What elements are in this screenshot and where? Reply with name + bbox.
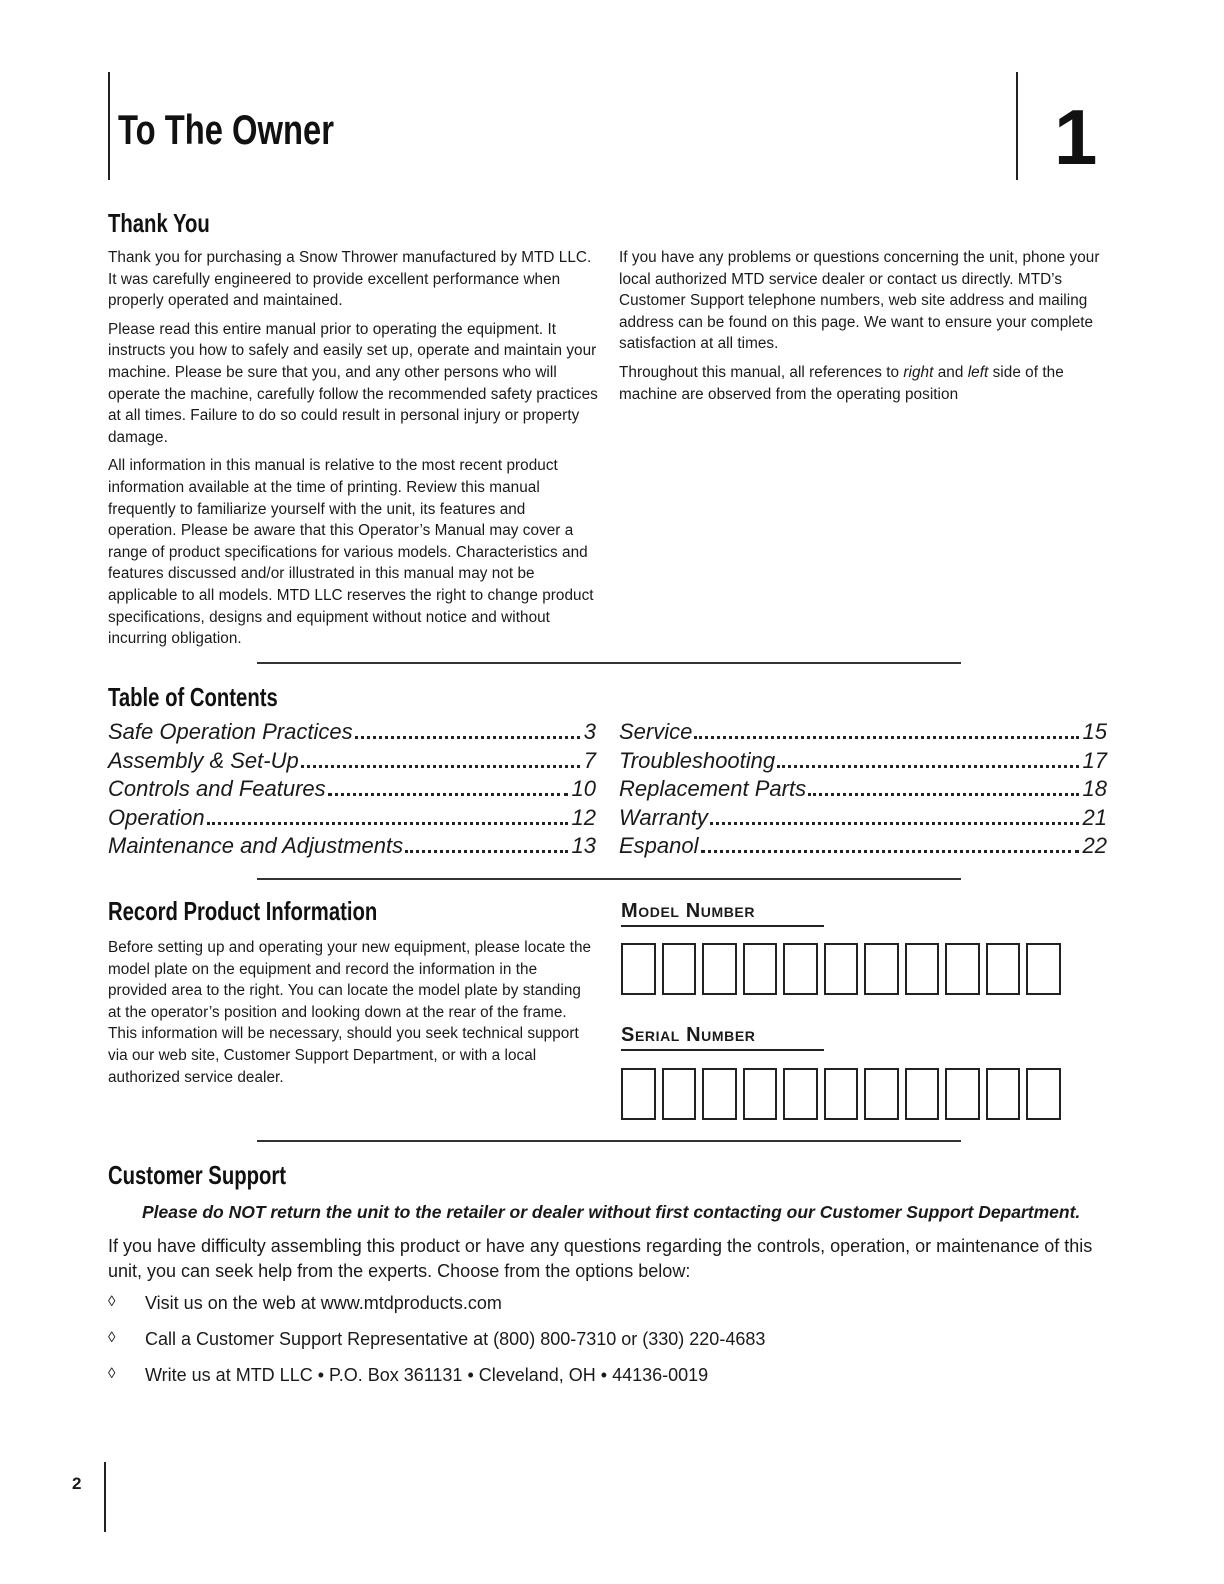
support-option	[106, 1293, 1106, 1329]
toc-leader	[207, 822, 568, 825]
toc-entry[interactable]	[619, 718, 1107, 747]
toc-entry[interactable]	[619, 775, 1107, 804]
contact-paragraph: If you have any problems or questions concerning the unit, phone your local authorized MTD service dealer or contact us directly. MTD’s Customer Support telephone numbers, web site address and mailing address can be found on this page. We want to ensure your complete satisfaction at all times.	[619, 249, 1100, 353]
toc-entry-page: 7	[583, 747, 596, 773]
section-divider	[257, 878, 961, 880]
digit-box[interactable]	[743, 1068, 778, 1120]
toc-entry[interactable]	[619, 832, 1107, 861]
chapter-number: 1	[1054, 93, 1098, 181]
support-intro: If you have difficulty assembling this product or have any questions regarding the controls, operation, or maintenance of this unit, you can seek help from the experts. Choose from the options below:	[108, 1236, 1093, 1281]
serial-number-label: Serial Number	[621, 1024, 824, 1051]
support-option-web[interactable]: Visit us on the web at www.mtdproducts.com	[145, 1293, 502, 1313]
support-options	[106, 1293, 1106, 1401]
digit-box[interactable]	[864, 943, 899, 995]
toc-left-column	[108, 718, 596, 861]
toc-entry-label: Espanol	[619, 833, 699, 858]
support-heading: Customer Support	[108, 1160, 287, 1190]
thank-you-right-column	[619, 247, 1109, 412]
toc-entry-page: 18	[1082, 776, 1107, 801]
toc-entry-label: Maintenance and Adjustments	[108, 833, 404, 858]
toc-entry-page: 3	[583, 719, 596, 744]
support-option-mail: Write us at MTD LLC • P.O. Box 361131 • Cleveland, OH • 44136-0019	[145, 1365, 709, 1385]
section-divider	[257, 662, 961, 664]
digit-box[interactable]	[864, 1068, 899, 1120]
toc-right-column	[619, 718, 1107, 861]
digit-box[interactable]	[986, 1068, 1021, 1120]
toc-entry-label: Warranty	[619, 804, 708, 830]
support-option	[106, 1365, 1106, 1401]
digit-box[interactable]	[621, 1068, 656, 1120]
digit-box[interactable]	[1026, 943, 1061, 995]
footer-bar	[104, 1462, 106, 1532]
toc-entry[interactable]	[108, 718, 596, 747]
toc-entry[interactable]	[619, 747, 1107, 776]
toc-leader	[701, 850, 1079, 853]
digit-box[interactable]	[702, 943, 737, 995]
digit-box[interactable]	[662, 943, 697, 995]
serial-number-boxes[interactable]	[621, 1068, 1061, 1120]
toc-leader	[301, 765, 580, 768]
digit-box[interactable]	[743, 943, 778, 995]
model-number-label: Model Number	[621, 900, 824, 927]
toc-leader	[808, 793, 1078, 796]
digit-box[interactable]	[824, 943, 859, 995]
record-paragraph: Before setting up and operating your new equipment, please locate the model plate on the equipment and record the information in the provided area to the right. You can locate the model plate by standing at the operator’s position and looking down at the rear of the frame. This information will be necessary, should you seek technical support via our web site, Customer Support Department, or with a local authorized service dealer.	[108, 939, 592, 1086]
toc-entry-label: Service	[619, 719, 693, 744]
digit-box[interactable]	[986, 943, 1021, 995]
support-option-phone[interactable]: Call a Customer Support Representative at (800) 800-7310 or (330) 220-4683	[145, 1329, 766, 1349]
orientation-left-word: left	[967, 363, 989, 381]
toc-leader	[710, 822, 1079, 825]
digit-box[interactable]	[945, 1068, 980, 1120]
bullet-diamond-icon: ◊	[108, 1293, 116, 1310]
section-divider	[257, 1140, 961, 1142]
toc-entry-label: Replacement Parts	[619, 776, 807, 801]
digit-box[interactable]	[662, 1068, 697, 1120]
bullet-diamond-icon: ◊	[108, 1365, 116, 1382]
header-right-bar	[1016, 72, 1018, 180]
toc-entry-page: 10	[571, 776, 596, 801]
support-option	[106, 1329, 1106, 1365]
toc-entry-page: 22	[1082, 833, 1107, 858]
toc-entry[interactable]	[108, 747, 596, 776]
page-number: 2	[72, 1474, 82, 1493]
toc-entry-label: Assembly & Set-Up	[108, 747, 299, 773]
toc-leader	[694, 736, 1078, 739]
toc-leader	[355, 736, 580, 739]
thank-you-heading: Thank You	[108, 208, 210, 238]
thank-you-left-column	[108, 247, 598, 657]
toc-entry-page: 21	[1082, 804, 1107, 830]
toc-entry[interactable]	[108, 832, 596, 861]
toc-entry-page: 13	[571, 833, 596, 858]
toc-entry[interactable]	[619, 804, 1107, 833]
toc-entry-page: 12	[571, 804, 596, 830]
record-heading: Record Product Information	[108, 896, 378, 926]
toc-leader	[405, 850, 567, 853]
record-column	[108, 937, 598, 1095]
digit-box[interactable]	[783, 1068, 818, 1120]
toc-leader	[328, 793, 568, 796]
digit-box[interactable]	[945, 943, 980, 995]
digit-box[interactable]	[1026, 1068, 1061, 1120]
digit-box[interactable]	[702, 1068, 737, 1120]
digit-box[interactable]	[783, 943, 818, 995]
orientation-text: Throughout this manual, all references to	[619, 363, 904, 381]
toc-entry-page: 15	[1082, 719, 1107, 744]
orientation-paragraph	[619, 362, 1109, 405]
toc-entry-page: 17	[1082, 747, 1107, 773]
thank-you-paragraph: Please read this entire manual prior to operating the equipment. It instructs you how to safely and easily set up, operate and maintain your machine. Please be sure that you, and any other persons who will operate the machine, carefully follow the recommended safety practices at all times. Failure to do so could result in personal injury or property damage.	[108, 320, 598, 446]
orientation-text: side of the machine are observed from the operating position	[619, 363, 1064, 403]
toc-entry-label: Safe Operation Practices	[108, 719, 353, 744]
toc-entry[interactable]	[108, 804, 596, 833]
digit-box[interactable]	[905, 943, 940, 995]
digit-box[interactable]	[905, 1068, 940, 1120]
toc-entry-label: Operation	[108, 804, 205, 830]
toc-heading: Table of Contents	[108, 682, 278, 712]
bullet-diamond-icon: ◊	[108, 1329, 116, 1346]
orientation-right-word: right	[903, 363, 934, 381]
thank-you-paragraph: All information in this manual is relative to the most recent product information available at the time of printing. Review this manual frequently to familiarize yourself with the unit, its features and operation. Please be aware that this Operator’s Manual may cover a range of product specifications for various models. Characteristics and features discussed and/or illustrated in this manual may not be applicable to all models. MTD LLC reserves the right to change product specifications, designs and equipment without notice and without incurring obligation.	[108, 457, 594, 648]
page-title: To The Owner	[118, 106, 334, 153]
toc-entry-label: Troubleshooting	[619, 747, 776, 773]
orientation-text: and	[933, 363, 968, 381]
digit-box[interactable]	[824, 1068, 859, 1120]
toc-entry-label: Controls and Features	[108, 776, 326, 801]
thank-you-paragraph: Thank you for purchasing a Snow Thrower manufactured by MTD LLC. It was carefully engineered to provide excellent performance when properly operated and maintained.	[108, 249, 592, 310]
support-warning: Please do NOT return the unit to the retailer or dealer without first contacting our Customer Support Department.	[142, 1202, 1081, 1222]
model-number-boxes[interactable]	[621, 943, 1061, 995]
digit-box[interactable]	[621, 943, 656, 995]
toc-entry[interactable]	[108, 775, 596, 804]
toc-leader	[777, 765, 1078, 768]
header-left-bar	[108, 72, 110, 180]
